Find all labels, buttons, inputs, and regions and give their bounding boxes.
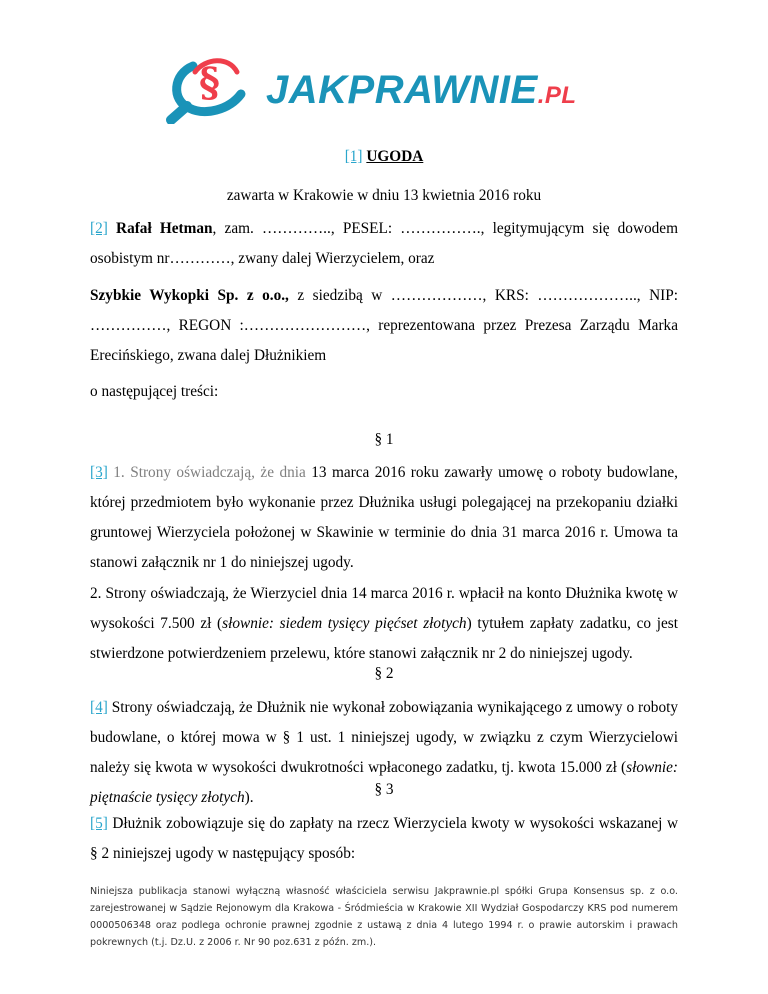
comment-ref-5[interactable]: [5] xyxy=(90,815,108,832)
comment-ref-1[interactable]: [1] xyxy=(344,148,363,165)
section-1-point-2-italic: słownie: siedem tysięcy pięćset złotych xyxy=(222,615,467,632)
document-title xyxy=(90,142,678,172)
section-1-point-2-a: 2. Strony oświadczają, że Wierzyciel dnia 14 marca 2016 r. wpłacił na konto Dłużnika kwotę w wysokości 7.500 zł ( xyxy=(90,585,678,632)
section-3-text: Dłużnik zobowiązuje się do zapłaty na rzecz Wierzyciela kwoty w wysokości wskazanej w § 2 niniejszej ugody w następujący sposób: xyxy=(90,815,678,862)
paragraph-sign: § xyxy=(199,59,220,106)
section-3-heading: § 3 xyxy=(374,781,394,798)
site-logo[interactable] xyxy=(165,38,625,124)
section-1-heading: § 1 xyxy=(374,431,394,448)
party-1-text: , zam. ………….., PESEL: ……………., legitymującym się dowodem osobistym nr…………, zwany dalej Wierzycielem, oraz xyxy=(90,220,678,267)
section-1-point-2-b: ) tytułem zapłaty zadatku, co jest stwierdzone potwierdzeniem przelewu, które stanowi załącznik nr 2 do niniejszej ugody. xyxy=(90,615,678,662)
document-subtitle: zawarta w Krakowie w dniu 13 kwietnia 2016 roku xyxy=(226,187,542,204)
section-1-point-1 xyxy=(90,458,678,578)
brand-tld: .PL xyxy=(537,82,577,109)
party-1-name: Rafał Hetman xyxy=(116,220,213,237)
party-2-name: Szybkie Wykopki Sp. z o.o., xyxy=(90,287,289,304)
section-1-point-2 xyxy=(90,579,678,669)
party-2-paragraph xyxy=(90,281,678,371)
comment-ref-3[interactable]: [3] xyxy=(90,464,108,481)
section-2-text-b: ). xyxy=(244,789,254,806)
comment-ref-2[interactable]: [2] xyxy=(90,220,108,237)
copyright-footer: Niniejsza publikacja stanowi wyłączną własność właściciela serwisu Jakprawnie.pl spółki Grupa Konsensus sp. z o.o. zarejestrowanej w Sądzie Rejonowym dla Krakowa - Śródmieścia w Krakowie XII Wydział Gospodarczy KRS pod numerem 0000506348 oraz podlega ochronie prawnej zgodnie z ustawą z dnia 4 lutego 1994 r. o prawie autorskim i prawach pokrewnych (t.j. Dz.U. z 2006 r. Nr 90 poz.631 z późn. zm.). xyxy=(90,886,678,948)
comment-ref-4[interactable]: [4] xyxy=(90,699,108,716)
party-1-paragraph xyxy=(90,214,678,274)
party-2-text: z siedzibą w ………………, KRS: ……………….., NIP: ……………, REGON :……………………, reprezentowana przez Prezesa Zarządu Marka Erecińskiego, zwana dalej Dłużnikiem xyxy=(90,287,678,364)
section-2-heading: § 2 xyxy=(374,665,394,682)
magnifier-section-icon xyxy=(165,38,265,124)
section-1-point-1-text: 13 marca 2016 roku zawarły umowę o roboty budowlane, której przedmiotem było wykonanie przez Dłużnika usługi polegającej na przekopaniu działki gruntowej Wierzyciela położonej w Skawinie w terminie do dnia 31 marca 2016 r. Umowa ta stanowi załącznik nr 1 do niniejszej ugody. xyxy=(90,464,678,571)
brand-main: JAKPRAWNIE xyxy=(266,68,538,112)
intro-text: o następującej treści: xyxy=(90,383,219,400)
section-1-point-1-grey: 1. Strony oświadczają, że dnia xyxy=(107,464,312,481)
title-text: UGODA xyxy=(366,148,424,165)
section-2-italic: słownie: piętnaście tysięcy złotych xyxy=(90,759,678,806)
section-2-text-a: Strony oświadczają, że Dłużnik nie wykonał zobowiązania wynikającego z umowy o roboty budowlane, o której mowa w § 1 ust. 1 niniejszej ugody, w związku z czym Wierzycielowi należy się kwota w wysokości dwukrotności wpłaconego zadatku, tj. kwota 15.000 zł ( xyxy=(90,699,678,776)
section-3-paragraph xyxy=(90,809,678,869)
brand-name xyxy=(266,68,577,113)
